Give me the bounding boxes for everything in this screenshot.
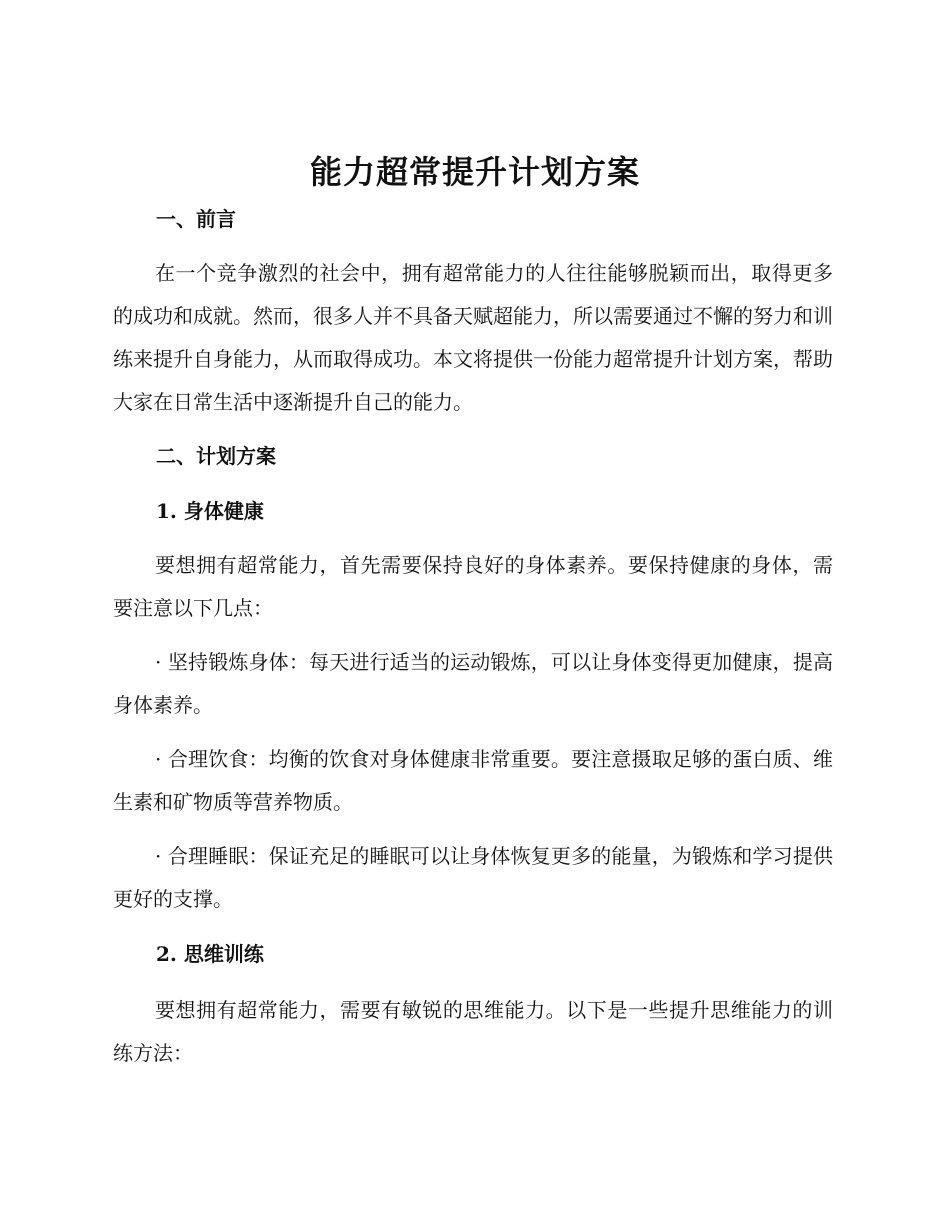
thinking-intro-paragraph: 要想拥有超常能力，需要有敏锐的思维能力。以下是一些提升思维能力的训练方法： — [113, 998, 833, 1065]
section-heading-plan: 二、计划方案 — [156, 444, 276, 468]
section-heading-preface: 一、前言 — [156, 207, 236, 231]
subsection-heading-thinking: 2. 思维训练 — [156, 942, 264, 966]
health-list-item-diet: · 合理饮食：均衡的饮食对身体健康非常重要。要注意摄取足够的蛋白质、维生素和矿物质等营养物质。 — [113, 747, 833, 814]
document-title: 能力超常提升计划方案 — [309, 153, 640, 191]
health-intro-paragraph: 要想拥有超常能力，首先需要保持良好的身体素养。要保持健康的身体，需要注意以下几点： — [113, 553, 833, 620]
health-list-item-exercise: · 坚持锻炼身体：每天进行适当的运动锻炼，可以让身体变得更加健康，提高身体素养。 — [113, 650, 833, 717]
health-list-item-sleep: · 合理睡眠：保证充足的睡眠可以让身体恢复更多的能量，为锻炼和学习提供更好的支撑。 — [113, 844, 833, 911]
subsection-heading-health: 1. 身体健康 — [156, 499, 264, 523]
preface-paragraph: 在一个竞争激烈的社会中，拥有超常能力的人往往能够脱颖而出，取得更多的成功和成就。然而，很多人并不具备天赋超能力，所以需要通过不懈的努力和训练来提升自身能力，从而取得成功。本文将提供一份能力超常提升计划方案，帮助大家在日常生活中逐渐提升自己的能力。 — [113, 261, 833, 414]
